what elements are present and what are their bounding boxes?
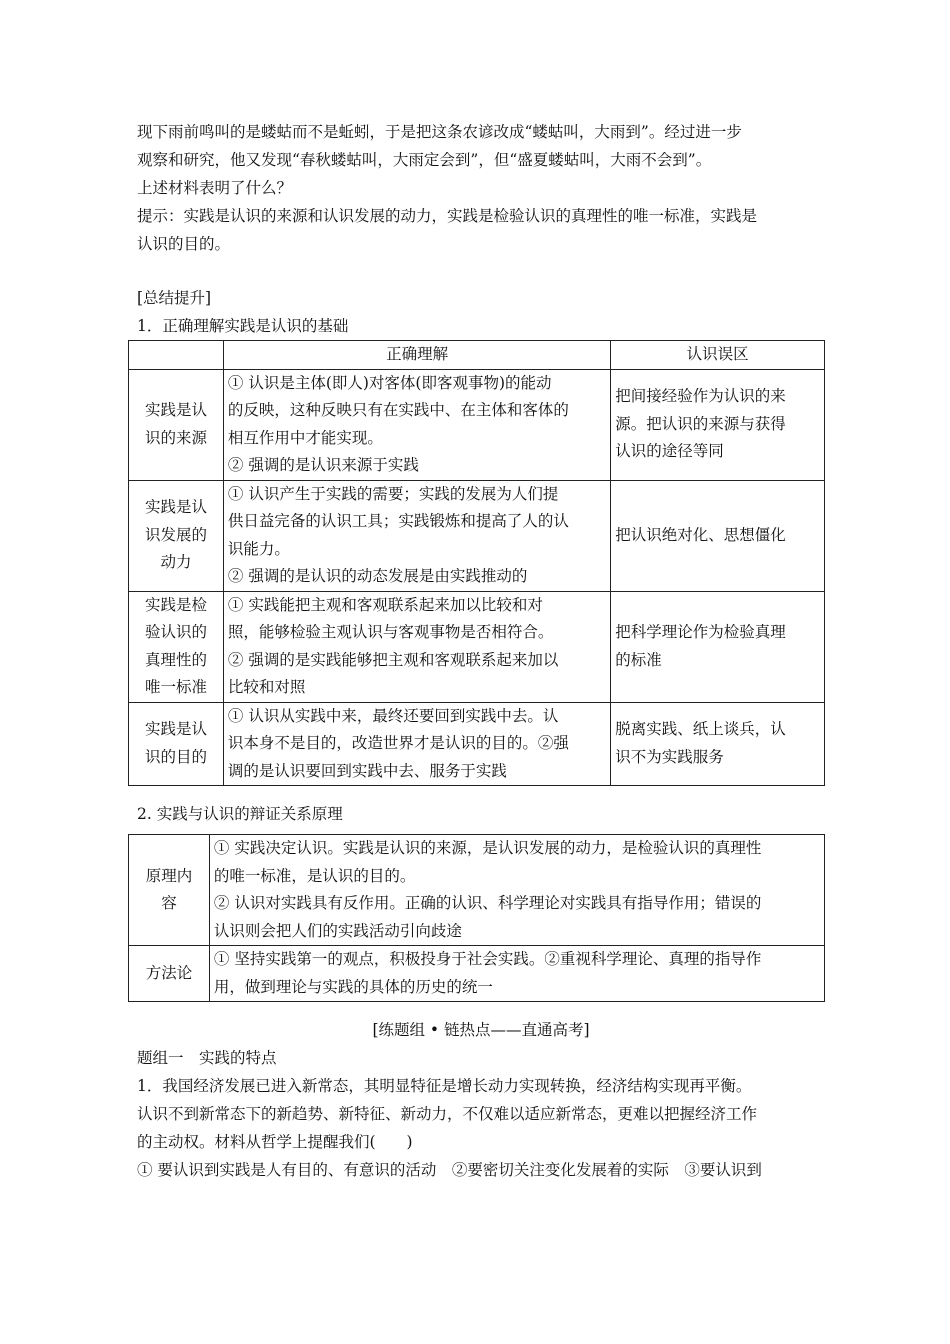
practice-basis-table — [128, 340, 825, 786]
question-text: 上述材料表明了什么？ — [137, 179, 293, 197]
intro-line: 观察和研究，他又发现“春秋蝼蛄叫，大雨定会到”，但“盛夏蝼蛄叫，大雨不会到”。 — [137, 151, 712, 169]
dialectic-principle-table — [128, 834, 825, 1002]
understanding-cell: ① 认识从实践中来，最终还要回到实践中去。认 识本身不是目的，改造世界才是认识的目的。②强 调的是认识要回到实践中去、服务于实践 — [223, 702, 610, 786]
mistake-cell: 脱离实践、纸上谈兵，认 识不为实践服务 — [611, 702, 825, 786]
question-line: 1．我国经济发展已进入新常态，其明显特征是增长动力实现转换，经济结构实现再平衡。 — [137, 1077, 752, 1095]
hint-line: 认识的目的。 — [137, 235, 231, 253]
document-page — [137, 118, 825, 1184]
question-line: 认识不到新常态下的新趋势、新特征、新动力，不仅难以适应新常态，更难以把握经济工作 — [137, 1105, 758, 1123]
row-label: 原理内 容 — [129, 835, 210, 946]
content-cell: ① 坚持实践第一的观点，积极投身于社会实践。②重视科学理论、真理的指导作 用，做到理论与实践的具体的历史的统一 — [209, 946, 824, 1002]
practice-heading: [练题组 • 链热点——直通高考] — [372, 1021, 590, 1039]
section1-title: 1．正确理解实践是认识的基础 — [137, 317, 349, 335]
question-line: 的主动权。材料从哲学上提醒我们( ) — [137, 1133, 413, 1151]
understanding-cell: ① 实践能把主观和客观联系起来加以比较和对 照，能够检验主观认识与客观事物是否相符合。 ② 强调的是实践能够把主观和客观联系起来加以 比较和对照 — [223, 591, 610, 702]
table-header-cell — [129, 341, 224, 370]
table-row — [129, 946, 825, 1002]
hint-line: 提示：实践是认识的来源和认识发展的动力，实践是检验认识的真理性的唯一标准，实践是 — [137, 207, 758, 225]
mistake-cell: 把科学理论作为检验真理 的标准 — [611, 591, 825, 702]
table-row — [129, 480, 825, 591]
row-label: 实践是认 识的目的 — [129, 702, 224, 786]
table-header-cell: 认识误区 — [611, 341, 825, 370]
table-row — [129, 835, 825, 946]
summary-heading: [总结提升] — [137, 289, 212, 307]
mistake-cell: 把认识绝对化、思想僵化 — [611, 480, 825, 591]
understanding-cell: ① 认识产生于实践的需要；实践的发展为人们提 供日益完备的认识工具；实践锻炼和提高了人的认 识能力。 ② 强调的是认识的动态发展是由实践推动的 — [223, 480, 610, 591]
content-cell: ① 实践决定认识。实践是认识的来源，是认识发展的动力，是检验认识的真理性 的唯一标准，是认识的目的。 ② 认识对实践具有反作用。正确的认识、科学理论对实践具有指导作用；错误的 认识则会把人们的实践活动引向歧途 — [209, 835, 824, 946]
row-label: 方法论 — [129, 946, 210, 1002]
row-label: 实践是认 识的来源 — [129, 369, 224, 480]
table-header-row — [129, 341, 825, 370]
intro-line: 现下雨前鸣叫的是蝼蛄而不是蚯蚓，于是把这条农谚改成“蝼蛄叫，大雨到”。经过进一步 — [137, 123, 742, 141]
table-row — [129, 369, 825, 480]
section2-title: 2. 实践与认识的辩证关系原理 — [137, 805, 343, 823]
group-title: 题组一 实践的特点 — [137, 1049, 277, 1067]
understanding-cell: ① 认识是主体(即人)对客体(即客观事物)的能动 的反映，这种反映只有在实践中、在主体和客体的 相互作用中才能实现。 ② 强调的是认识来源于实践 — [223, 369, 610, 480]
row-label: 实践是认 识发展的 动力 — [129, 480, 224, 591]
table-header-cell: 正确理解 — [223, 341, 610, 370]
question-options: ① 要认识到实践是人有目的、有意识的活动 ②要密切关注变化发展着的实际 ③要认识到 — [137, 1161, 762, 1179]
row-label: 实践是检 验认识的 真理性的 唯一标准 — [129, 591, 224, 702]
mistake-cell: 把间接经验作为认识的来 源。把认识的来源与获得 认识的途径等同 — [611, 369, 825, 480]
table-row — [129, 702, 825, 786]
table-row — [129, 591, 825, 702]
